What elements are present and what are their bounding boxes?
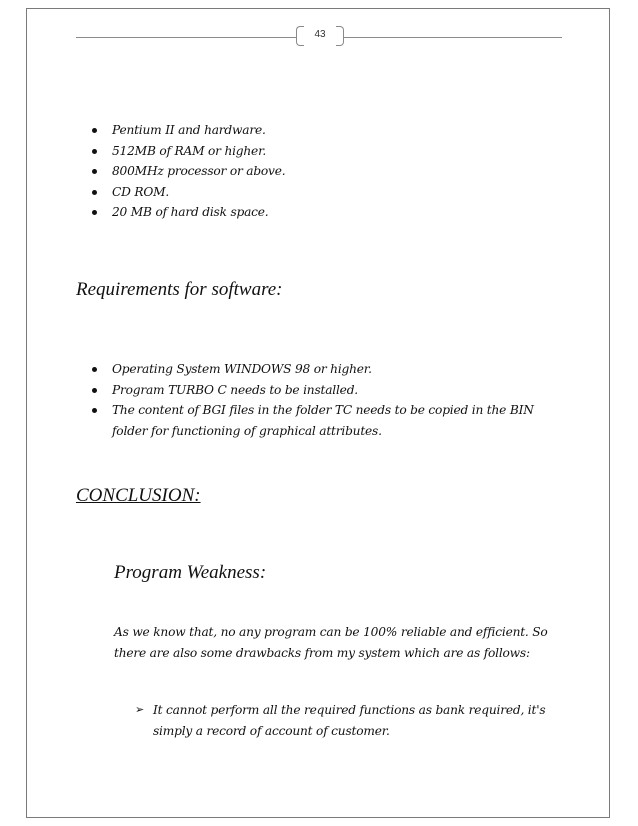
bullet-icon: [92, 149, 97, 154]
software-requirements-heading: Requirements for software:: [76, 279, 283, 300]
list-item: ➢ It cannot perform all the required functions as bank required, it's simply a record of account of customer.: [135, 700, 555, 741]
bullet-icon: [92, 408, 97, 413]
bullet-icon: [92, 388, 97, 393]
software-requirements-list: [90, 359, 560, 441]
list-item: The content of BGI files in the folder TC needs to be copied in the BIN folder for functioning of graphical attributes.: [90, 400, 560, 441]
list-item: 800MHz processor or above.: [90, 161, 570, 182]
list-item: Operating System WINDOWS 98 or higher.: [90, 359, 560, 380]
hardware-requirements-list: [90, 120, 570, 223]
bullet-icon: [92, 367, 97, 372]
bullet-icon: [92, 210, 97, 215]
header-rule-left: [76, 37, 296, 38]
list-item: CD ROM.: [90, 182, 570, 203]
program-weakness-heading: Program Weakness:: [114, 562, 267, 583]
list-item: Program TURBO C needs to be installed.: [90, 380, 560, 401]
conclusion-heading: CONCLUSION:: [76, 485, 201, 506]
bullet-icon: [92, 169, 97, 174]
weakness-points-list: [135, 700, 555, 741]
bullet-icon: [92, 190, 97, 195]
bracket-left-icon: [296, 26, 304, 46]
list-item: 20 MB of hard disk space.: [90, 202, 570, 223]
arrow-bullet-icon: ➢: [135, 703, 145, 716]
list-item: 512MB of RAM or higher.: [90, 141, 570, 162]
header-rule-right: [344, 37, 562, 38]
bullet-icon: [92, 128, 97, 133]
list-item: Pentium II and hardware.: [90, 120, 570, 141]
weakness-paragraph: As we know that, no any program can be 100% reliable and efficient. So there are also some drawbacks from my system which are as follows:: [114, 625, 548, 660]
page-number: 43: [314, 29, 326, 40]
page-number-box: [296, 26, 344, 48]
bracket-right-icon: [336, 26, 344, 46]
